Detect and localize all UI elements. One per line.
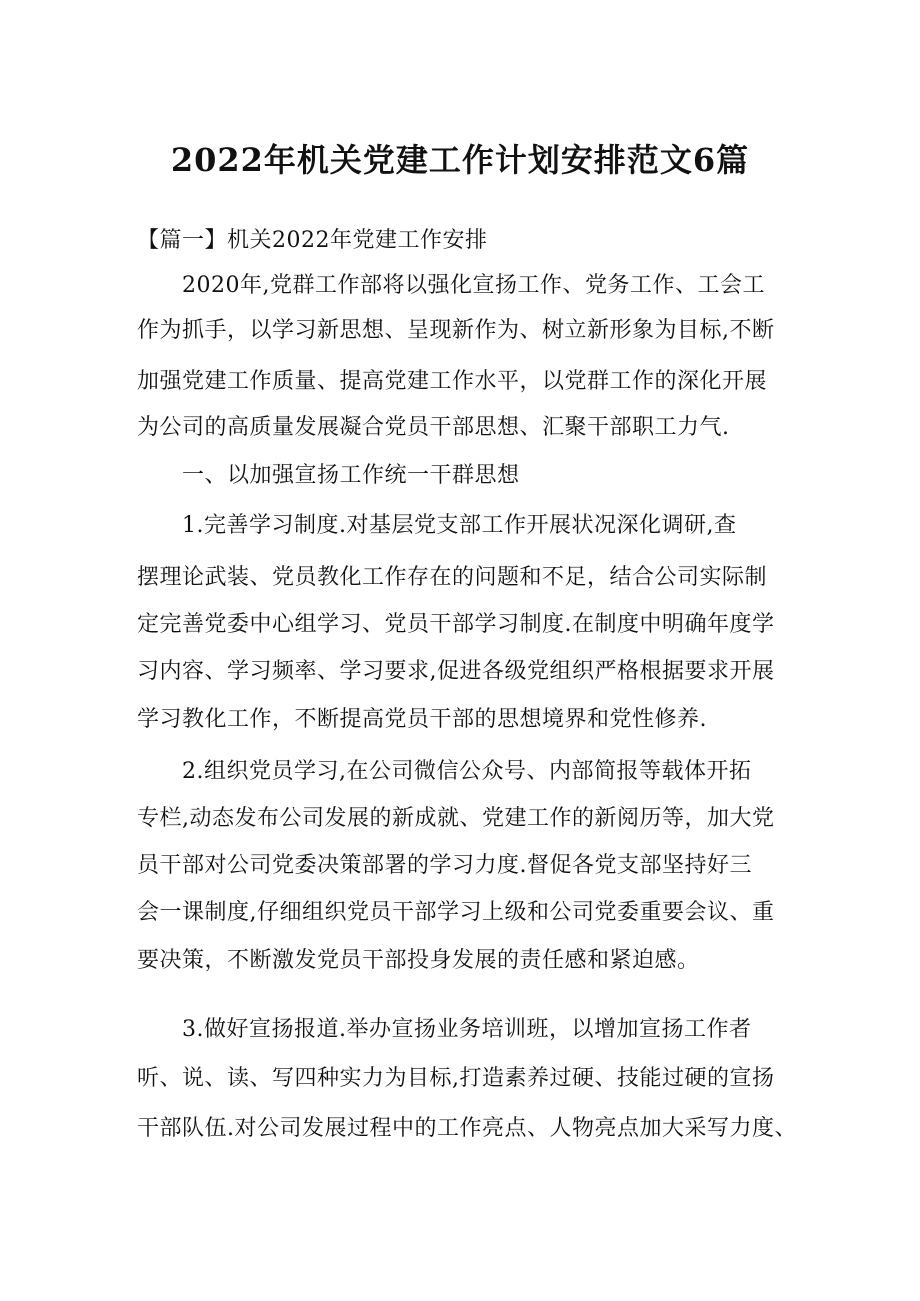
paragraph-line: 习内容、学习频率、学习要求,促进各级党组织严格根据要求开展 — [137, 659, 775, 684]
document-title: 2022年机关党建工作计划安排范文6篇 — [170, 141, 750, 179]
paragraph-line: 听、说、读、写四种实力为目标,打造素养过硬、技能过硬的宣扬 — [137, 1066, 775, 1091]
paragraph-line: 作为抓手，以学习新思想、呈现新作为、树立新形象为目标,不断 — [137, 318, 775, 343]
paragraph-line: 会一课制度,仔细组织党员干部学习上级和公司党委重要会议、重 — [137, 900, 775, 925]
paragraph-line: 2020年,党群工作部将以强化宣扬工作、党务工作、工会工 — [182, 273, 765, 298]
paragraph-line: 学习教化工作，不断提高党员干部的思想境界和党性修养. — [137, 707, 707, 732]
paragraph-line: 1.完善学习制度.对基层党支部工作开展状况深化调研,查 — [182, 513, 737, 538]
paragraph-line: 定完善党委中心组学习、党员干部学习制度.在制度中明确年度学 — [137, 612, 775, 637]
paragraph-line: 要决策，不断激发党员干部投身发展的责任感和紧迫感。 — [137, 948, 700, 973]
paragraph-line: 2.组织党员学习,在公司微信公众号、内部简报等载体开拓 — [182, 759, 752, 784]
paragraph-line: 加强党建工作质量、提高党建工作水平，以党群工作的深化开展 — [137, 369, 768, 394]
paragraph-line: 摆理论武装、党员教化工作存在的问题和不足，结合公司实际制 — [137, 565, 768, 590]
paragraph-line: 3.做好宣扬报道.举办宣扬业务培训班，以增加宣扬工作者 — [182, 1017, 752, 1042]
paragraph-line: 干部队伍.对公司发展过程中的工作亮点、人物亮点加大采写力度、 — [137, 1116, 797, 1141]
paragraph-line: 为公司的高质量发展凝合党员干部思想、汇聚干部职工力气. — [137, 415, 730, 440]
paragraph-line: 专栏,动态发布公司发展的新成就、党建工作的新阅历等，加大党 — [137, 806, 775, 831]
paragraph-line: 员干部对公司党委决策部署的学习力度.督促各党支部坚持好三 — [137, 853, 752, 878]
section-heading: 【篇一】机关2022年党建工作安排 — [137, 228, 488, 253]
subheading: 一、以加强宣扬工作统一干群思想 — [182, 463, 520, 488]
